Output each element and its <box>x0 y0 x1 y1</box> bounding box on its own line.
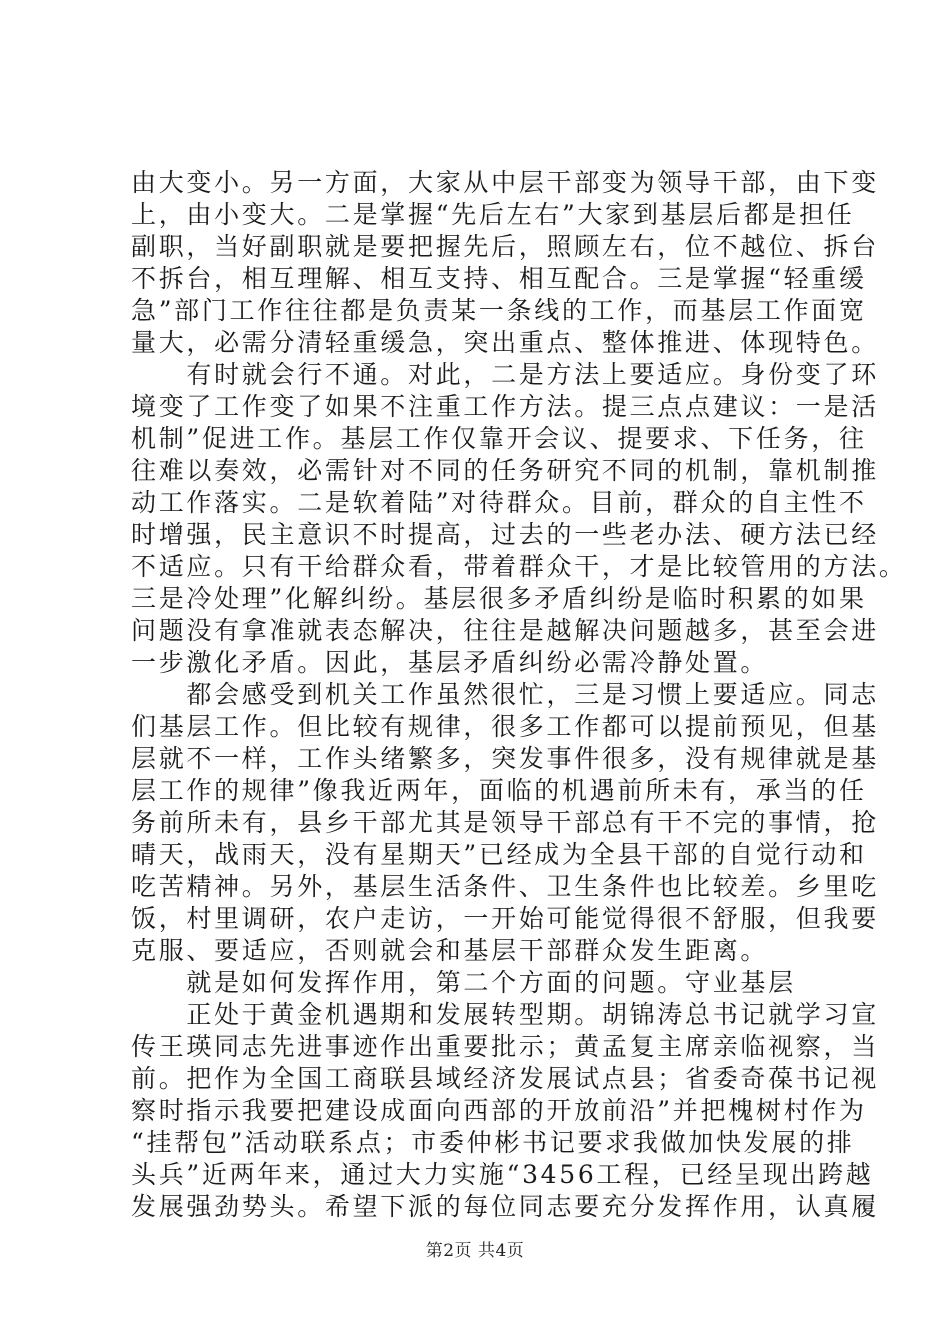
text-line: 发展强劲势头。希望下派的每位同志要充分发挥作用，认真履 <box>131 1192 879 1221</box>
text-line: 上，由小变大。二是掌握“先后左右”大家到基层后都是担任 <box>131 200 855 229</box>
text-line: 副职，当好副职就是要把握先后，照顾左右，位不越位、拆台 <box>131 232 879 261</box>
text-line: 正处于黄金机遇期和发展转型期。胡锦涛总书记就学习宣 <box>131 1000 879 1029</box>
text-line: 们基层工作。但比较有规律，很多工作都可以提前预见，但基 <box>131 712 879 741</box>
text-line: 不适应。只有干给群众看，带着群众干，才是比较管用的方法。 <box>131 552 907 581</box>
text-line: 往难以奏效，必需针对不同的任务研究不同的机制，靠机制推 <box>131 456 879 485</box>
text-line: 克服、要适应，否则就会和基层干部群众发生距离。 <box>131 936 769 965</box>
text-line: 传王瑛同志先进事迹作出重要批示；黄孟复主席亲临视察，当 <box>131 1032 879 1061</box>
text-line: 务前所未有，县乡干部尤其是领导干部总有干不完的事情，抢 <box>131 808 879 837</box>
text-line: 不拆台，相互理解、相互支持、相互配合。三是掌握“轻重缓 <box>131 264 867 293</box>
text-line: 饭，村里调研，农户走访，一开始可能觉得很不舒服，但我要 <box>131 904 879 933</box>
text-line: 问题没有拿准就表态解决，往往是越解决问题越多，甚至会进 <box>131 616 879 645</box>
text-line: 急”部门工作往往都是负责某一条线的工作，而基层工作面宽 <box>131 296 867 325</box>
text-line: 前。把作为全国工商联县域经济发展试点县；省委奇葆书记视 <box>131 1064 879 1093</box>
page-footer: 第2页 共4页 <box>425 1241 525 1261</box>
body-text <box>131 167 907 1223</box>
text-line: 就是如何发挥作用，第二个方面的问题。守业基层 <box>131 968 796 997</box>
text-line: 境变了工作变了如果不注重工作方法。提三点点建议：一是活 <box>131 392 879 421</box>
text-line: 都会感受到机关工作虽然很忙，三是习惯上要适应。同志 <box>131 680 879 709</box>
text-line: 头兵”近两年来，通过大力实施“3456工程，已经呈现出跨越 <box>131 1160 874 1189</box>
text-line: 时增强，民主意识不时提高，过去的一些老办法、硬方法已经 <box>131 520 879 549</box>
text-line: 层工作的规律”像我近两年，面临的机遇前所未有，承当的任 <box>131 776 867 805</box>
text-line: 察时指示我要把建设成面向西部的开放前沿”并把槐树村作为 <box>131 1096 867 1125</box>
text-line: 晴天，战雨天，没有星期天”已经成为全县干部的自觉行动和 <box>131 840 867 869</box>
text-line: 一步激化矛盾。因此，基层矛盾纠纷必需冷静处置。 <box>131 648 769 677</box>
text-line: 由大变小。另一方面，大家从中层干部变为领导干部，由下变 <box>131 168 879 197</box>
text-line: 三是冷处理”化解纠纷。基层很多矛盾纠纷是临时积累的如果 <box>131 584 867 613</box>
text-line: 吃苦精神。另外，基层生活条件、卫生条件也比较差。乡里吃 <box>131 872 879 901</box>
text-line: 有时就会行不通。对此，二是方法上要适应。身份变了环 <box>131 360 879 389</box>
text-line: 量大，必需分清轻重缓急，突出重点、整体推进、体现特色。 <box>131 328 879 357</box>
text-line: “挂帮包”活动联系点；市委仲彬书记要求我做加快发展的排 <box>131 1128 855 1157</box>
text-line: 层就不一样，工作头绪繁多，突发事件很多，没有规律就是基 <box>131 744 879 773</box>
text-line: 机制”促进工作。基层工作仅靠开会议、提要求、下任务，往 <box>131 424 867 453</box>
text-line: 动工作落实。二是软着陆”对待群众。目前，群众的自主性不 <box>131 488 867 517</box>
